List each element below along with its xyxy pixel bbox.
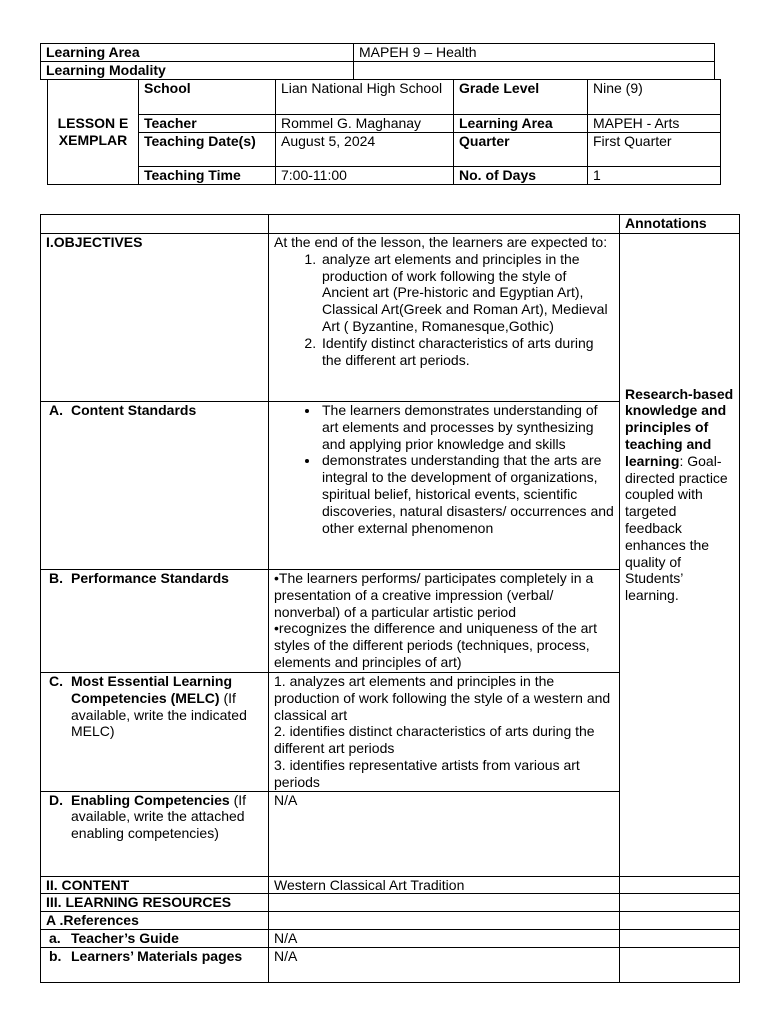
melc-note: (If available, write the indicated MELC): [71, 689, 247, 740]
content-standard-item: • demonstrates understanding that the arts are integral to the development of organizations, spiritual belief, historical events, scientific discoveries, natural disasters/ occurrences and other external phenomenon: [320, 452, 614, 536]
grade-level-value: Nine (9): [588, 80, 721, 115]
objectives-intro: At the end of the lesson, the learners are expected to:: [274, 234, 608, 250]
melc-line: 2. identifies distinct characteristics of arts during the different art periods: [274, 723, 595, 757]
info-table: [47, 79, 721, 185]
content-standards-text: Content Standards: [71, 402, 197, 418]
teachers-guide-annotation: [620, 929, 740, 947]
quarter-label: Quarter: [454, 132, 588, 166]
objectives-label: I.OBJECTIVES: [41, 234, 269, 402]
teaching-dates-value: August 5, 2024: [276, 132, 454, 166]
teaching-dates-label: Teaching Date(s): [139, 132, 276, 166]
learning-modality-value: [354, 62, 715, 80]
lesson-exemplar-title: LESSON EXEMPLAR: [48, 80, 139, 185]
content-standards-label: [41, 402, 269, 570]
melc-label: [41, 673, 269, 792]
teachers-guide-label: [41, 929, 269, 947]
school-value: Lian National High School: [276, 80, 454, 115]
content-label: II. CONTENT: [41, 876, 269, 894]
teaching-time-label: Teaching Time: [139, 166, 276, 184]
enabling-text: Enabling Competencies: [71, 791, 230, 808]
objectives-cell: [269, 234, 620, 402]
content-annotation: [620, 876, 740, 894]
header-table: [40, 43, 715, 80]
annotation-colon: :: [679, 452, 684, 469]
learners-materials-num: b.: [49, 947, 62, 964]
content-value: Western Classical Art Tradition: [269, 876, 620, 894]
learning-resources-annotation: [620, 894, 740, 912]
teacher-value: Rommel G. Maghanay: [276, 115, 454, 133]
enabling-num: D.: [49, 791, 63, 808]
melc-cell: [269, 673, 620, 792]
content-standards-list: [274, 402, 614, 536]
enabling-value: N/A: [269, 791, 620, 876]
enabling-label: [41, 791, 269, 876]
objective-item: 1. analyze art elements and principles in the production of work following the style of Ancient art (Pre-historic and Egyptian Art), Classical Art(Greek and Roman Art), Medieval Art ( Byzantine, Romanesque,Gothic): [320, 251, 614, 335]
info-learning-area-value: MAPEH - Arts: [588, 115, 721, 133]
references-value: [269, 912, 620, 930]
performance-standards-num: B.: [49, 570, 63, 586]
content-standard-item: • The learners demonstrates understanding of art elements and processes by synthesizing and applying prior knowledge and skills: [320, 402, 614, 452]
teachers-guide-num: a.: [49, 929, 61, 946]
teachers-guide-text: Teacher’s Guide: [71, 929, 179, 946]
teaching-time-value: 7:00-11:00: [276, 166, 454, 184]
learning-resources-value: [269, 894, 620, 912]
melc-text: Most Essential Learning Competencies (MELC): [71, 673, 233, 706]
learners-materials-label: [41, 947, 269, 982]
performance-standards-label: [41, 570, 269, 673]
header-blank-1: [41, 215, 269, 234]
performance-standards-cell: [269, 570, 620, 673]
performance-standards-text: Performance Standards: [71, 570, 229, 586]
references-label: A .References: [41, 912, 269, 930]
performance-standard-line: •The learners performs/ participates completely in a presentation of a creative impression (verbal/ nonverbal) of a particular artistic period: [274, 570, 594, 620]
learning-modality-label: Learning Modality: [41, 62, 354, 80]
annotation-cell: [620, 234, 740, 877]
melc-line: 3. identifies representative artists from various art periods: [274, 756, 580, 790]
quarter-value: First Quarter: [588, 132, 721, 166]
annotations-header: Annotations: [620, 215, 740, 234]
learners-materials-annotation: [620, 947, 740, 982]
learning-resources-label: III. LEARNING RESOURCES: [41, 894, 269, 912]
header-blank-2: [269, 215, 620, 234]
learners-materials-value: N/A: [269, 947, 620, 982]
main-table: [40, 214, 740, 983]
content-standards-cell: [269, 402, 620, 570]
no-of-days-value: 1: [588, 166, 721, 184]
objectives-list: [274, 251, 614, 369]
learning-area-label: Learning Area: [41, 44, 354, 62]
teacher-label: Teacher: [139, 115, 276, 133]
grade-level-label: Grade Level: [454, 80, 588, 115]
school-label: School: [139, 80, 276, 115]
learners-materials-text: Learners’ Materials pages: [71, 947, 243, 964]
annotation-text: Goal-directed practice coupled with targeted feedback enhances the quality of Students’ learning.: [625, 452, 728, 604]
content-standards-num: A.: [49, 402, 63, 418]
melc-line: 1. analyzes art elements and principles in the production of work following the style of a western and classical art: [274, 673, 611, 723]
enabling-note: (If available, write the attached enabling competencies): [71, 791, 247, 842]
learning-area-value: MAPEH 9 – Health: [354, 44, 715, 62]
objective-item: 2. Identify distinct characteristics of arts during the different art periods.: [320, 335, 614, 369]
performance-standard-line: •recognizes the difference and uniqueness of the art styles of the different periods (techniques, process, elements and principles of art): [274, 620, 597, 670]
references-annotation: [620, 912, 740, 930]
melc-num: C.: [49, 673, 63, 689]
teachers-guide-value: N/A: [269, 929, 620, 947]
no-of-days-label: No. of Days: [454, 166, 588, 184]
annotation-bold: Research-based knowledge and principles of teaching and learning: [625, 385, 734, 469]
info-learning-area-label: Learning Area: [454, 115, 588, 133]
